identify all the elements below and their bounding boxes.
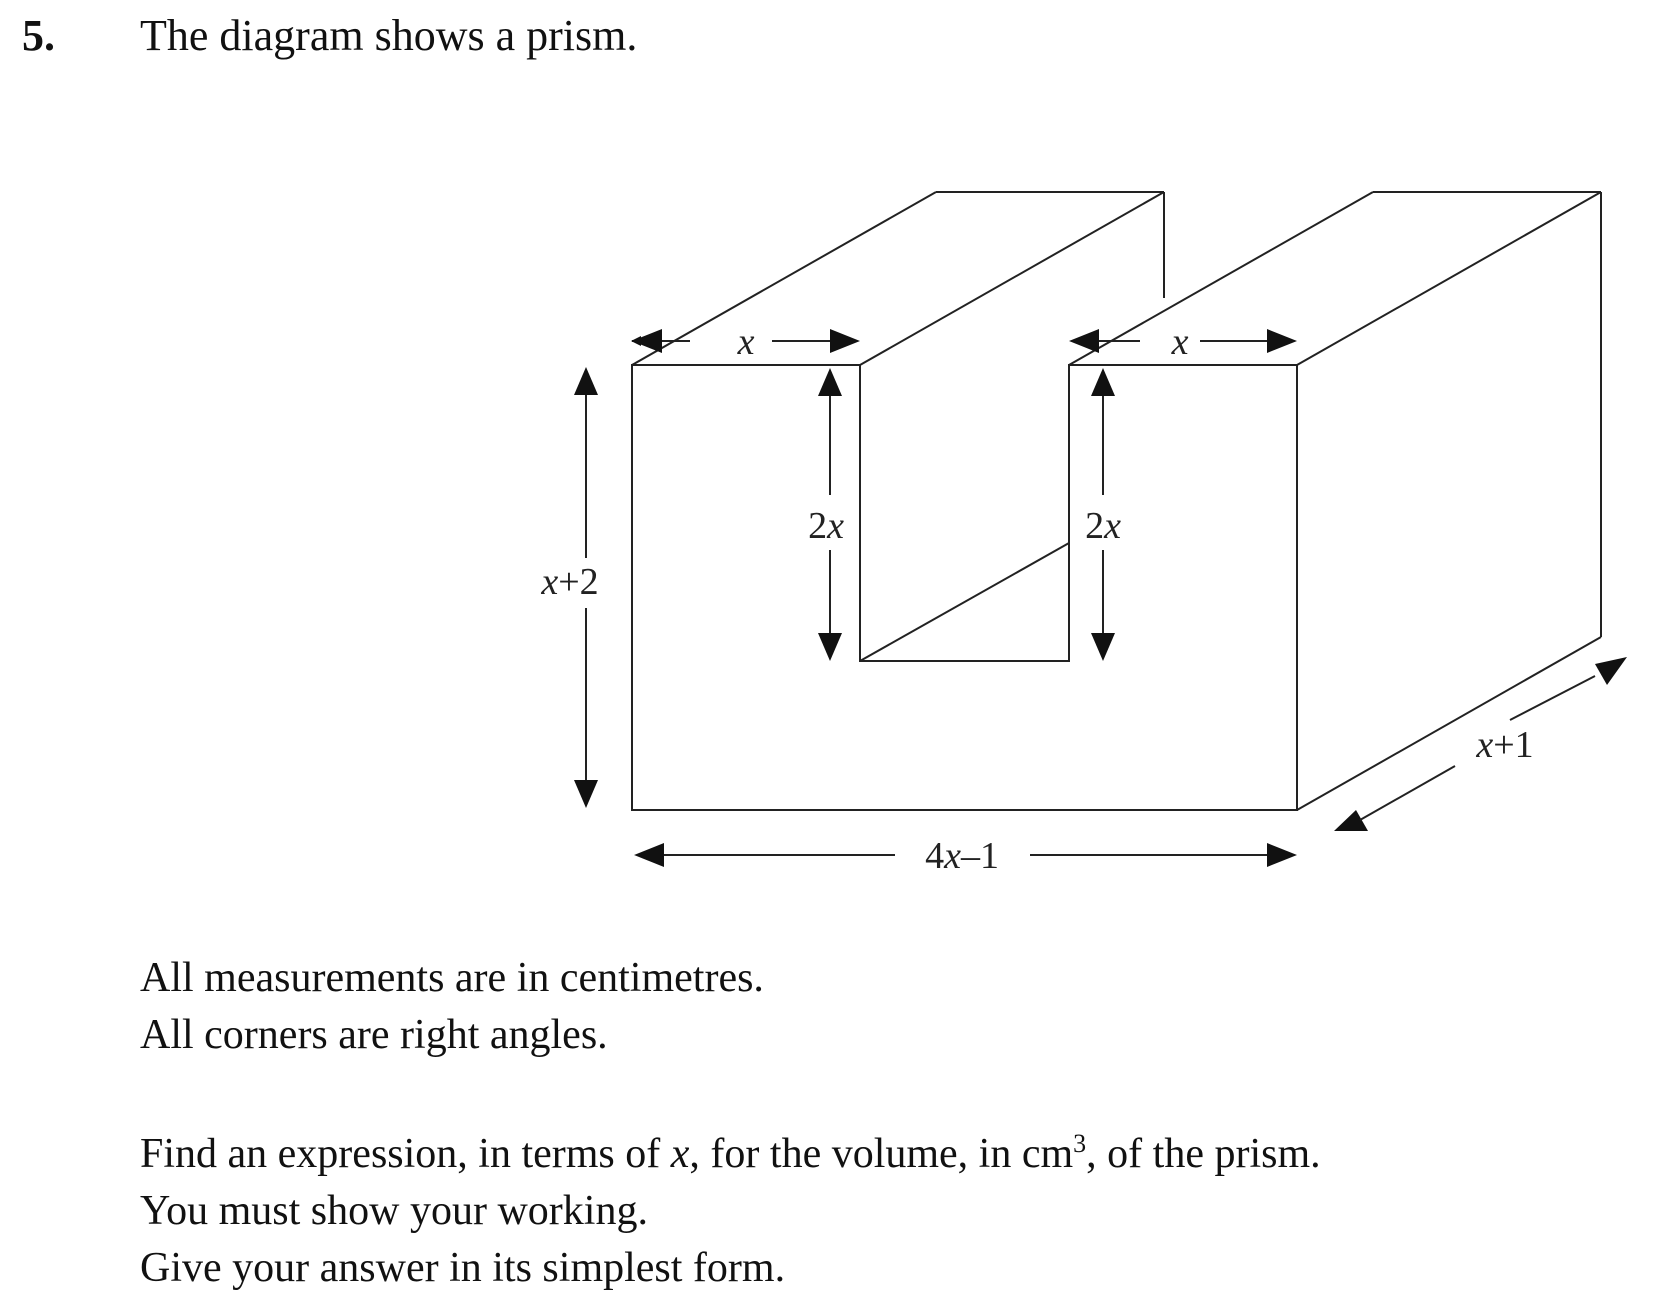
notes	[140, 950, 764, 1064]
dimension-slot-right-2x	[1085, 368, 1121, 661]
dimension-length	[1334, 657, 1627, 831]
dimension-height	[540, 367, 598, 808]
label-height-rest: +2	[558, 561, 599, 603]
note-measurements: All measurements are in centimetres.	[140, 955, 764, 1001]
label-width-var: x	[944, 835, 961, 877]
task-line-2: You must show your working.	[140, 1188, 648, 1234]
dimension-top-right-x	[1069, 321, 1297, 363]
label-length	[1475, 724, 1533, 766]
label-slot-right-2x	[1085, 505, 1121, 547]
label-top-left-x-var: x	[737, 321, 755, 363]
label-top-right-x	[1171, 321, 1189, 363]
question-number: 5.	[22, 11, 55, 60]
label-slot-left-2x-var: x	[827, 505, 844, 547]
label-slot-right-2x-var: x	[1104, 505, 1121, 547]
label-height	[540, 561, 598, 603]
label-length-rest: +1	[1493, 724, 1534, 766]
task-line-3: Give your answer in its simplest form.	[140, 1245, 786, 1291]
label-slot-right-2x-num: 2	[1085, 505, 1105, 547]
dimension-top-left-x	[632, 321, 860, 363]
label-width-rest: –1	[960, 835, 999, 877]
label-slot-left-2x	[808, 505, 844, 547]
question-intro: The diagram shows a prism.	[140, 11, 638, 60]
label-height-var: x	[541, 561, 559, 603]
label-length-var: x	[1476, 724, 1494, 766]
note-right-angles: All corners are right angles.	[140, 1012, 608, 1058]
task-line-1-var: x	[670, 1131, 690, 1177]
dimension-width	[634, 835, 1297, 877]
label-slot-left-2x-num: 2	[808, 505, 828, 547]
task	[140, 1126, 1321, 1297]
label-top-left-x	[737, 321, 755, 363]
task-line-1-c: , of the prism.	[1086, 1131, 1321, 1177]
label-width-num: 4	[925, 835, 945, 877]
front-face	[632, 365, 1297, 810]
task-line-1-sup: 3	[1073, 1129, 1087, 1158]
dimension-slot-left-2x	[808, 368, 844, 661]
label-top-right-x-var: x	[1171, 321, 1189, 363]
task-line-1	[140, 1126, 1321, 1183]
prism-outline	[632, 192, 1601, 810]
task-line-1-a: Find an expression, in terms of	[140, 1131, 671, 1177]
label-width	[925, 835, 999, 877]
task-line-1-b: , for the volume, in cm	[689, 1131, 1074, 1177]
